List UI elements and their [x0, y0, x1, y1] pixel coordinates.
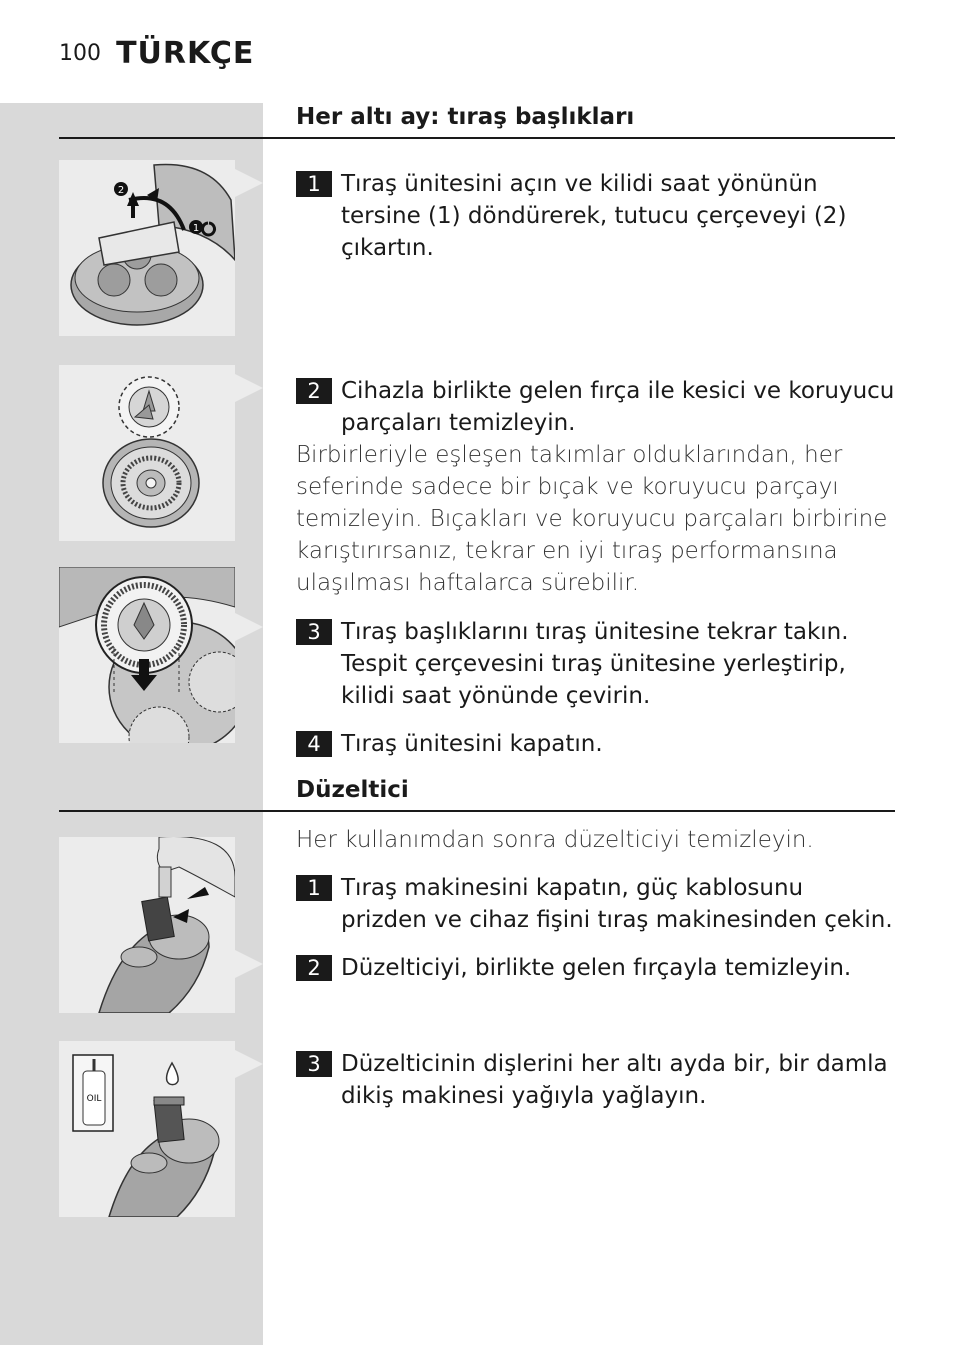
illustration-trimmer-brush	[59, 837, 235, 1013]
step-text: Tıraş makinesini kapatın, güç kablosunu prizden ve cihaz fişini tıraş makinesinden çekin.	[341, 875, 893, 933]
step-number: 3	[296, 1051, 332, 1077]
page-number: 100	[59, 41, 101, 66]
section-title-shaving-heads: Her altı ay: tıraş başlıkları	[296, 104, 635, 130]
step-item	[296, 1048, 896, 1112]
oil-label: OIL	[86, 1094, 102, 1104]
section-title-trimmer: Düzeltici	[296, 777, 409, 803]
section-rule	[59, 137, 895, 139]
step-number: 2	[296, 378, 332, 404]
section-rule	[59, 810, 895, 812]
step-text: Tıraş başlıklarını tıraş ünitesine tekrar takın. Tespit çerçevesini tıraş ünitesine yerleştirip, kilidi saat yönünde çevirin.	[341, 619, 849, 709]
step-item	[296, 728, 896, 760]
illustration-pointer	[235, 169, 263, 197]
step-item	[296, 168, 896, 264]
illustration-trimmer-oil	[59, 1041, 235, 1217]
step-number: 3	[296, 619, 332, 645]
illustration-pointer	[235, 374, 263, 402]
language-title: TÜRKÇE	[116, 36, 255, 71]
step-item	[296, 375, 896, 439]
illustration-open-unit	[59, 160, 235, 336]
step-number: 4	[296, 731, 332, 757]
step-number: 1	[296, 875, 332, 901]
callout-number: 1	[192, 223, 200, 234]
step-text: Cihazla birlikte gelen fırça ile kesici ve koruyucu parçaları temizleyin.	[341, 378, 895, 436]
step-text: Düzelticinin dişlerini her altı ayda bir, bir damla dikiş makinesi yağıyla yağlayın.	[341, 1051, 888, 1109]
step-number: 1	[296, 171, 332, 197]
illustration-pointer	[235, 613, 263, 641]
illustration-pointer	[235, 1050, 263, 1078]
illustration-pointer	[235, 950, 263, 978]
step-item	[296, 616, 896, 712]
callout-number: 2	[117, 185, 125, 196]
step-number: 2	[296, 955, 332, 981]
step-item	[296, 952, 896, 984]
illustration-cutter-guard	[59, 365, 235, 541]
cleaning-note: Birbirleriyle eşleşen takımlar olduklarından, her seferinde sadece bir bıçak ve koruyucu parçayı temizleyin. Bıçakları ve koruyucu parçaları birbirine karıştırırsanız, tekrar en iyi tıraş performansına ulaşılması haftalarca sürebilir.	[296, 442, 888, 596]
step-item	[296, 872, 896, 936]
trimmer-intro: Her kullanımdan sonra düzelticiyi temizleyin.	[296, 827, 814, 853]
illustration-reinsert-heads	[59, 567, 235, 743]
page-header	[59, 36, 254, 71]
step-text: Tıraş ünitesini açın ve kilidi saat yönünün tersine (1) döndürerek, tutucu çerçeveyi (2) çıkartın.	[341, 171, 847, 261]
step-text: Düzelticiyi, birlikte gelen fırçayla temizleyin.	[341, 955, 852, 981]
step-text: Tıraş ünitesini kapatın.	[341, 731, 603, 757]
